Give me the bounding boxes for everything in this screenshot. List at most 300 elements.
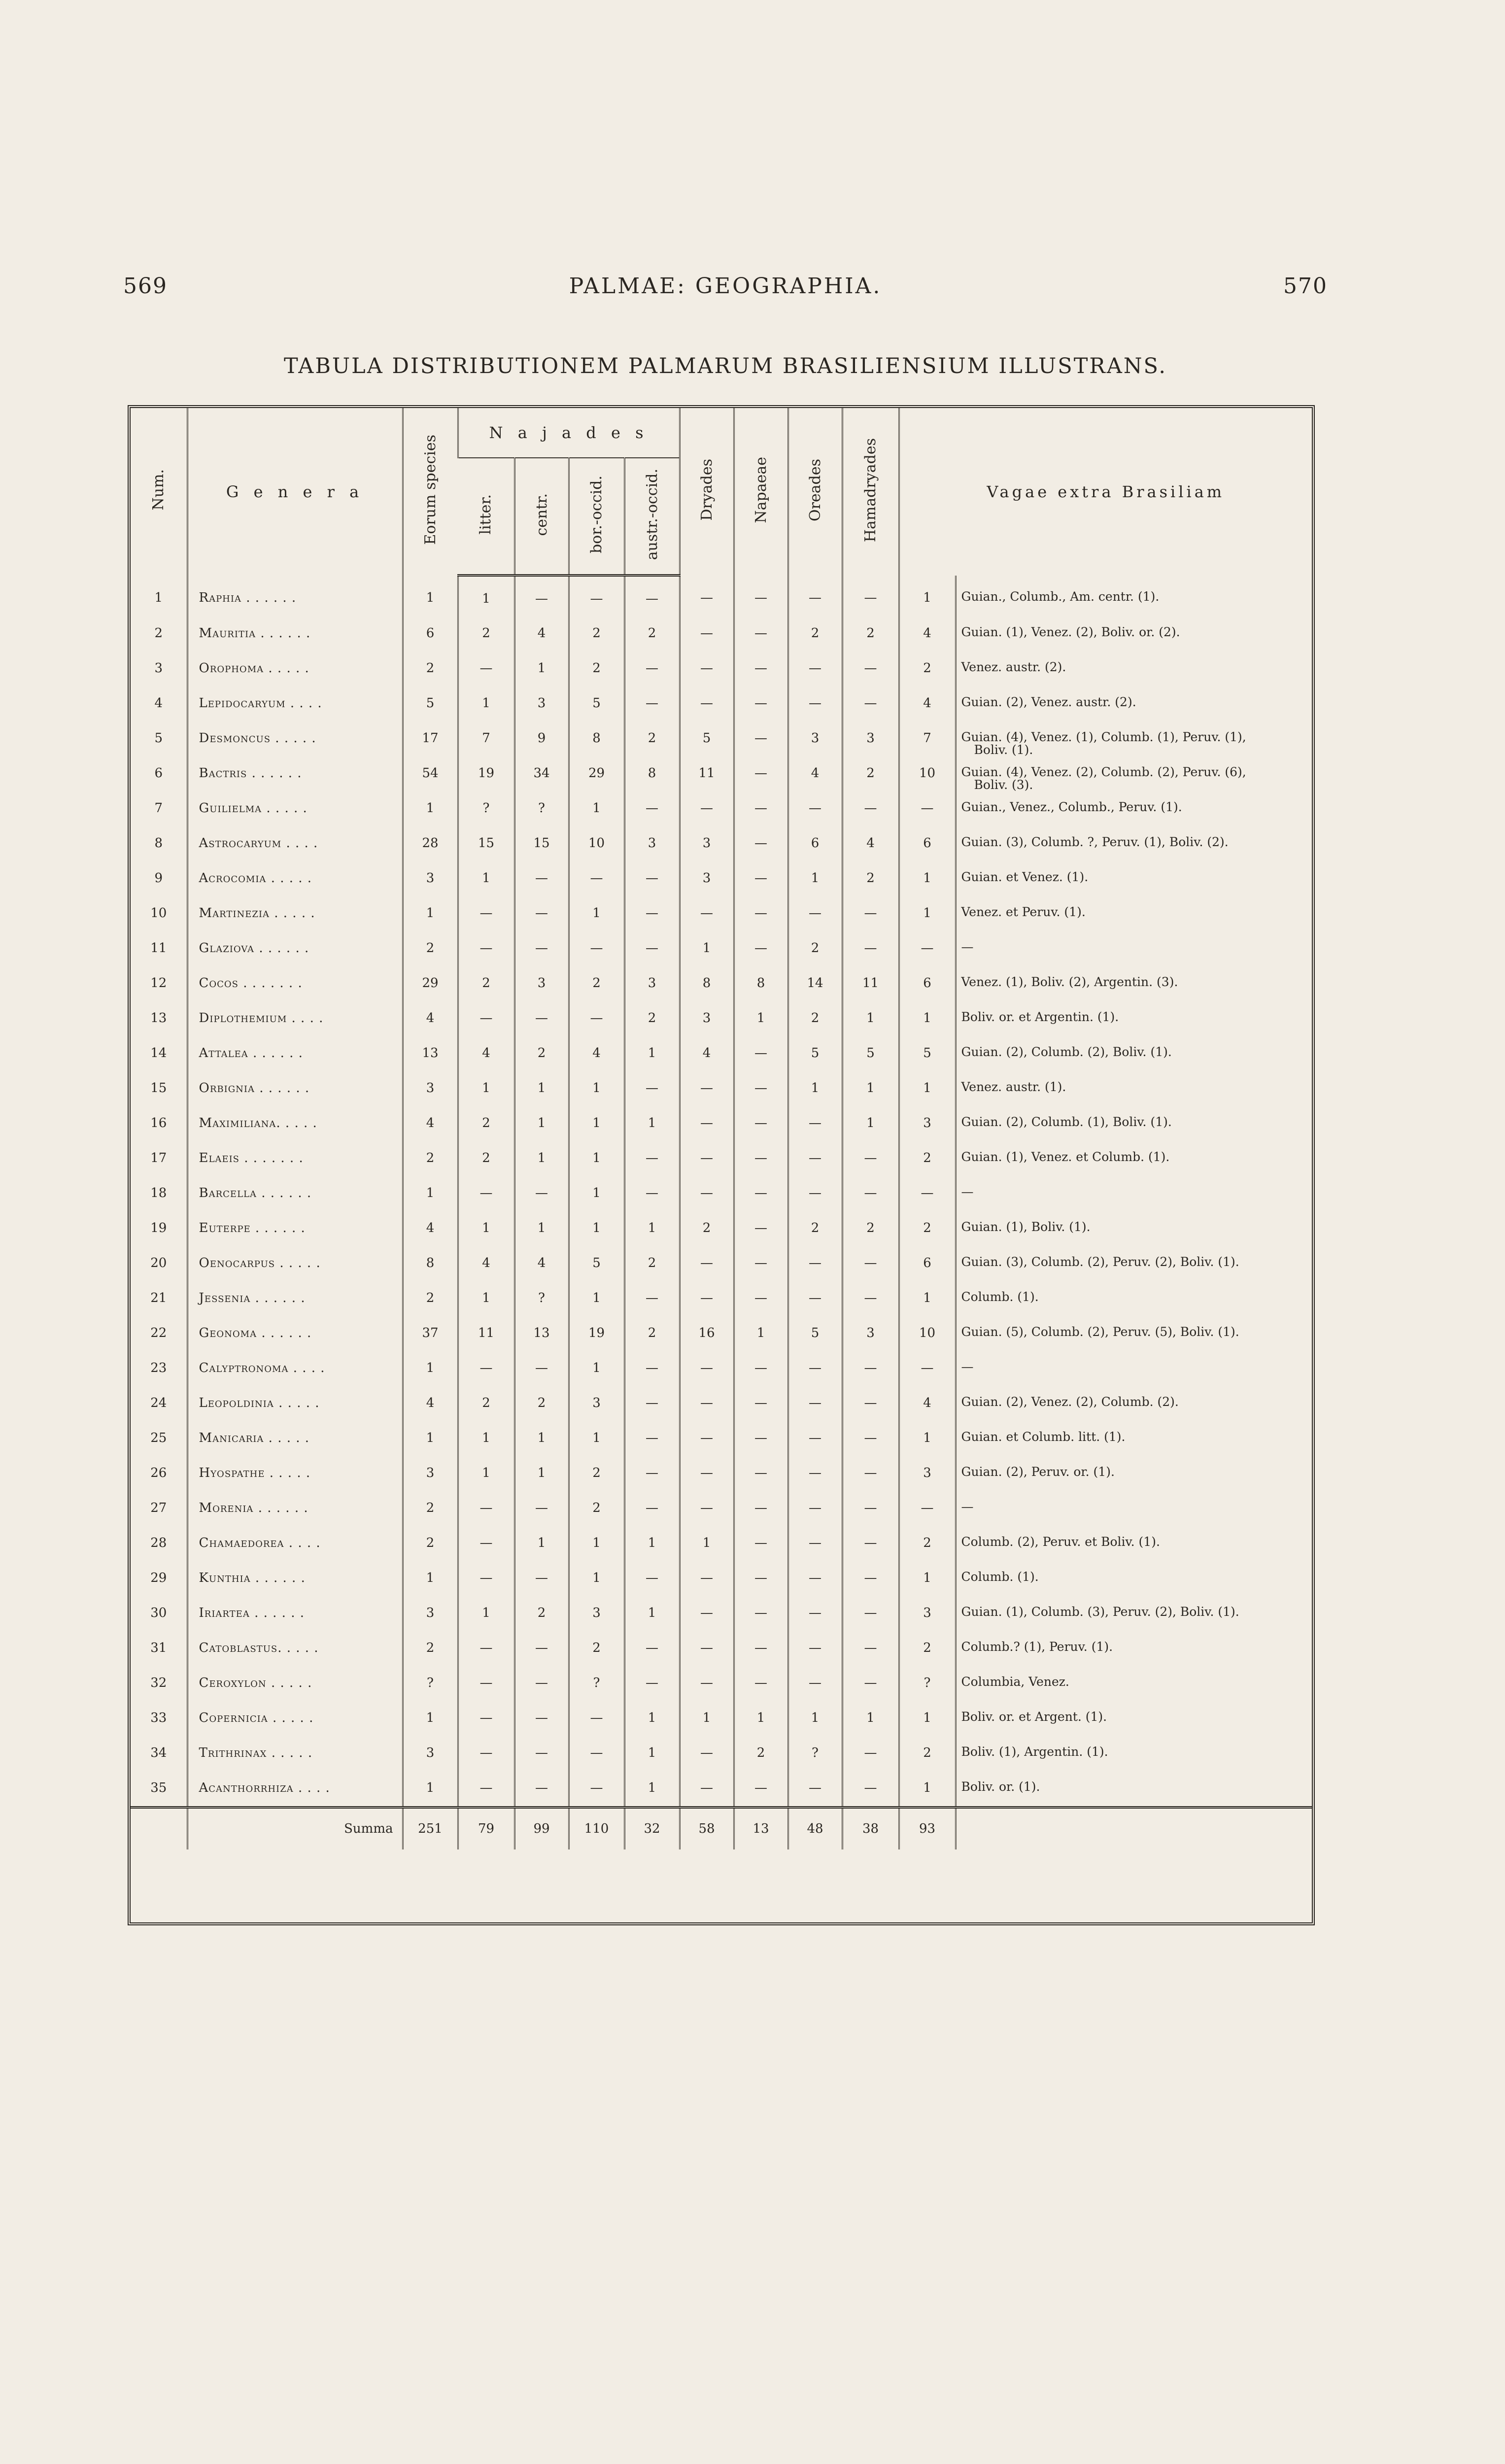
cell-hamadryades: — [842,1528,899,1563]
cell-hamadryades: — [842,1423,899,1458]
col-header-napaeae: Napaeae [734,408,788,576]
cell-hamadryades: — [842,1143,899,1178]
table-row [131,1073,1312,1108]
cell-austr-occid: — [624,1633,680,1668]
cell-num: 30 [150,1605,167,1620]
cell-num: 4 [154,695,163,711]
cell-vagae-count: 6 [899,828,956,863]
cell-num: 7 [154,800,163,816]
cell-austr-occid: — [624,1563,680,1598]
cell-num: 16 [150,1115,167,1130]
cell-oreades: 5 [788,1038,842,1073]
cell-vagae-count: — [899,1178,956,1213]
cell-austr-occid: 3 [624,828,680,863]
table-row [131,576,1312,618]
cell-litter: 4 [458,1038,514,1073]
cell-dryades: — [680,1738,734,1773]
summa-ore: 48 [788,1808,842,1849]
cell-vagae-count: 4 [899,688,956,723]
cell-dryades: 3 [680,828,734,863]
cell-oreades: — [788,1143,842,1178]
cell-vagae-count: — [899,793,956,828]
region-line: — [961,1499,974,1514]
cell-species: 1 [403,898,458,933]
cell-litter: 15 [458,828,514,863]
cell-species: 29 [403,968,458,1003]
cell-austr-occid: — [624,898,680,933]
cell-bor-occid: — [569,1703,624,1738]
cell-vagae-count: 1 [899,1563,956,1598]
cell-bor-occid: 1 [569,1563,624,1598]
cell-austr-occid: — [624,688,680,723]
cell-species: 2 [403,1283,458,1318]
cell-napaeae: — [734,1388,788,1423]
cell-bor-occid: 4 [569,1038,624,1073]
running-title: PALMAE: GEOGRAPHIA. [569,274,882,299]
cell-vagae-regions [956,1108,1312,1143]
cell-species: 3 [403,1598,458,1633]
cell-dryades: — [680,1283,734,1318]
cell-vagae-count: 1 [899,1423,956,1458]
cell-num: 17 [150,1150,167,1165]
cell-num: 15 [150,1080,167,1095]
cell-genus: Jessenia . . . . . . [187,1283,403,1318]
cell-vagae-count: 5 [899,1038,956,1073]
cell-litter: — [458,653,514,688]
cell-genus: Guilielma . . . . . [187,793,403,828]
cell-num: 20 [150,1255,167,1270]
cell-oreades: — [788,1493,842,1528]
cell-centr: — [514,576,569,618]
region-line: — [961,1359,974,1374]
cell-austr-occid: 1 [624,1108,680,1143]
summa-ham: 38 [842,1808,899,1849]
cell-vagae-count: 2 [899,1213,956,1248]
region-line: Guian., Columb., Am. centr. (1). [961,589,1160,604]
cell-litter: — [458,1773,514,1808]
cell-litter: 11 [458,1318,514,1353]
cell-species: 4 [403,1388,458,1423]
cell-hamadryades: — [842,1283,899,1318]
cell-napaeae: — [734,933,788,968]
cell-hamadryades: — [842,576,899,618]
cell-hamadryades: 2 [842,1213,899,1248]
cell-dryades: 3 [680,1003,734,1038]
cell-oreades: — [788,793,842,828]
cell-dryades: — [680,1458,734,1493]
cell-napaeae: — [734,828,788,863]
region-line: Boliv. or. (1). [961,1779,1040,1794]
cell-num: 5 [154,730,163,746]
cell-oreades: 2 [788,618,842,653]
cell-austr-occid: 2 [624,1003,680,1038]
cell-austr-occid: — [624,1423,680,1458]
cell-species: 2 [403,653,458,688]
cell-austr-occid: 8 [624,758,680,793]
table-row [131,1178,1312,1213]
cell-num: 3 [154,660,163,676]
cell-centr: 3 [514,968,569,1003]
cell-num: 24 [150,1395,167,1410]
cell-centr: — [514,1353,569,1388]
cell-genus: Lepidocaryum . . . . [187,688,403,723]
cell-vagae-count: 2 [899,1528,956,1563]
cell-austr-occid: 1 [624,1773,680,1808]
cell-oreades: — [788,1598,842,1633]
cell-bor-occid: 2 [569,1633,624,1668]
distribution-table [131,408,1312,1849]
cell-bor-occid: — [569,933,624,968]
region-line: Guian. et Venez. (1). [961,869,1089,884]
cell-dryades: — [680,688,734,723]
cell-vagae-regions [956,1668,1312,1703]
col-header-centr: centr. [514,458,569,576]
cell-vagae-regions [956,1318,1312,1353]
cell-dryades: 4 [680,1038,734,1073]
cell-austr-occid: — [624,1178,680,1213]
table-row [131,1668,1312,1703]
cell-num: 6 [154,765,163,781]
cell-genus: Kunthia . . . . . . [187,1563,403,1598]
cell-austr-occid: 1 [624,1213,680,1248]
cell-vagae-count: 2 [899,1143,956,1178]
cell-litter: — [458,1528,514,1563]
cell-centr: — [514,1668,569,1703]
cell-oreades: — [788,1563,842,1598]
cell-genus: Raphia . . . . . . [187,576,403,618]
cell-dryades: 5 [680,723,734,758]
table-row [131,1738,1312,1773]
cell-genus: Morenia . . . . . . [187,1493,403,1528]
cell-vagae-regions [956,758,1312,793]
region-line: Boliv. (1). [974,742,1033,757]
cell-vagae-regions [956,1248,1312,1283]
cell-dryades: 8 [680,968,734,1003]
cell-napaeae: — [734,576,788,618]
cell-bor-occid: 5 [569,688,624,723]
cell-bor-occid: 1 [569,898,624,933]
cell-oreades: — [788,1458,842,1493]
cell-genus: Geonoma . . . . . . [187,1318,403,1353]
cell-num: 28 [150,1535,167,1550]
cell-bor-occid: 1 [569,1423,624,1458]
cell-oreades: 1 [788,863,842,898]
table-row [131,723,1312,758]
cell-species: 1 [403,1178,458,1213]
cell-vagae-regions [956,1283,1312,1318]
cell-centr: 1 [514,1108,569,1143]
cell-hamadryades: — [842,793,899,828]
cell-napaeae: — [734,1248,788,1283]
cell-centr: 1 [514,1213,569,1248]
region-line: — [961,1184,974,1199]
cell-centr: 1 [514,1458,569,1493]
cell-austr-occid: 2 [624,723,680,758]
cell-napaeae: — [734,1493,788,1528]
cell-vagae-count: 4 [899,1388,956,1423]
region-line: Columb. (1). [961,1569,1039,1584]
cell-austr-occid: 1 [624,1738,680,1773]
cell-bor-occid: 1 [569,1213,624,1248]
cell-dryades: 16 [680,1318,734,1353]
cell-oreades: — [788,653,842,688]
table-row [131,688,1312,723]
cell-litter: — [458,1353,514,1388]
cell-hamadryades: — [842,933,899,968]
cell-napaeae: — [734,1423,788,1458]
cell-napaeae: 1 [734,1703,788,1738]
cell-austr-occid: 2 [624,1318,680,1353]
cell-vagae-regions [956,1143,1312,1178]
cell-bor-occid: ? [569,1668,624,1703]
cell-genus: Oenocarpus . . . . . [187,1248,403,1283]
cell-bor-occid: — [569,1003,624,1038]
cell-centr: 3 [514,688,569,723]
cell-centr: 4 [514,618,569,653]
cell-dryades: — [680,576,734,618]
cell-oreades: — [788,1178,842,1213]
cell-napaeae: — [734,1143,788,1178]
cell-centr: 2 [514,1038,569,1073]
cell-napaeae: — [734,863,788,898]
table-row [131,1598,1312,1633]
region-line: Guian. (2), Columb. (2), Boliv. (1). [961,1044,1172,1059]
cell-hamadryades: 2 [842,618,899,653]
cell-oreades: — [788,576,842,618]
cell-litter: 19 [458,758,514,793]
cell-hamadryades: 2 [842,863,899,898]
cell-oreades: ? [788,1738,842,1773]
cell-litter: — [458,1703,514,1738]
region-line: Boliv. (3). [974,777,1033,792]
cell-species: 1 [403,1703,458,1738]
cell-vagae-count: 2 [899,1633,956,1668]
cell-napaeae: 1 [734,1318,788,1353]
table-row [131,863,1312,898]
cell-genus: Bactris . . . . . . [187,758,403,793]
cell-litter: — [458,1563,514,1598]
summa-blank [131,1808,187,1849]
cell-genus: Trithrinax . . . . . [187,1738,403,1773]
cell-litter: 1 [458,1598,514,1633]
cell-vagae-regions [956,1563,1312,1598]
cell-dryades: 1 [680,1528,734,1563]
cell-num: 31 [150,1640,167,1655]
cell-napaeae: — [734,1563,788,1598]
table-row [131,1108,1312,1143]
cell-vagae-count: 2 [899,1738,956,1773]
cell-genus: Orbignia . . . . . . [187,1073,403,1108]
cell-species: 1 [403,1353,458,1388]
cell-num: 11 [150,940,167,956]
cell-num: 33 [150,1710,167,1725]
table-row [131,1038,1312,1073]
cell-centr: — [514,863,569,898]
cell-centr: 1 [514,1528,569,1563]
cell-napaeae: — [734,1283,788,1318]
cell-dryades: — [680,1633,734,1668]
cell-litter: 1 [458,1213,514,1248]
region-line: Guian. (4), Venez. (1), Columb. (1), Peruv. (1), [961,729,1246,744]
cell-genus: Copernicia . . . . . [187,1703,403,1738]
region-line: Guian. (3), Columb. (2), Peruv. (2), Boliv. (1). [961,1254,1239,1269]
cell-centr: — [514,898,569,933]
cell-hamadryades: 1 [842,1108,899,1143]
cell-oreades: — [788,1668,842,1703]
cell-species: 5 [403,688,458,723]
cell-dryades: — [680,1353,734,1388]
cell-dryades: 3 [680,863,734,898]
cell-dryades: — [680,1108,734,1143]
cell-vagae-count: 6 [899,1248,956,1283]
page-number-right: 570 [1283,274,1328,299]
cell-species: 4 [403,1003,458,1038]
cell-vagae-regions [956,1213,1312,1248]
cell-hamadryades: — [842,1633,899,1668]
cell-vagae-count: — [899,1493,956,1528]
cell-oreades: — [788,898,842,933]
cell-num: 19 [150,1220,167,1235]
cell-dryades: — [680,653,734,688]
cell-genus: Mauritia . . . . . . [187,618,403,653]
table-row [131,1353,1312,1388]
cell-bor-occid: 3 [569,1388,624,1423]
cell-oreades: — [788,1388,842,1423]
cell-vagae-regions [956,1423,1312,1458]
table-row [131,1633,1312,1668]
cell-napaeae: 1 [734,1003,788,1038]
cell-hamadryades: 5 [842,1038,899,1073]
distribution-table-frame [128,405,1315,1925]
table-head [131,408,1312,576]
cell-dryades: — [680,1563,734,1598]
cell-bor-occid: — [569,863,624,898]
cell-vagae-regions [956,793,1312,828]
cell-centr: 1 [514,1423,569,1458]
table-row [131,1248,1312,1283]
cell-oreades: — [788,1248,842,1283]
cell-genus: Diplothemium . . . . [187,1003,403,1038]
cell-austr-occid: — [624,1073,680,1108]
table-row [131,1213,1312,1248]
cell-napaeae: — [734,1598,788,1633]
cell-species: 13 [403,1038,458,1073]
cell-litter: 1 [458,1458,514,1493]
cell-austr-occid: — [624,1388,680,1423]
cell-hamadryades: — [842,1563,899,1598]
cell-vagae-count: 1 [899,1003,956,1038]
cell-genus: Attalea . . . . . . [187,1038,403,1073]
cell-vagae-regions [956,1458,1312,1493]
cell-litter: 7 [458,723,514,758]
cell-species: 1 [403,1563,458,1598]
cell-bor-occid: — [569,576,624,618]
cell-austr-occid: — [624,1143,680,1178]
cell-centr: — [514,1178,569,1213]
cell-vagae-count: 1 [899,1703,956,1738]
cell-dryades: 1 [680,933,734,968]
cell-dryades: — [680,1143,734,1178]
cell-vagae-count: 1 [899,898,956,933]
cell-hamadryades: — [842,1773,899,1808]
col-header-dryades: Dryades [680,408,734,576]
cell-species: 8 [403,1248,458,1283]
cell-vagae-regions [956,653,1312,688]
cell-num: 27 [150,1500,167,1515]
cell-species: 2 [403,933,458,968]
cell-num: 34 [150,1745,167,1760]
cell-vagae-count: 7 [899,723,956,758]
cell-austr-occid: — [624,653,680,688]
cell-oreades: — [788,1283,842,1318]
summa-bor: 110 [569,1808,624,1849]
cell-vagae-regions [956,688,1312,723]
cell-vagae-regions [956,968,1312,1003]
cell-species: 2 [403,1143,458,1178]
cell-species: 2 [403,1493,458,1528]
cell-dryades: — [680,1073,734,1108]
cell-oreades: 2 [788,1213,842,1248]
cell-napaeae: — [734,1073,788,1108]
col-header-vagae: Vagae extra Brasiliam [899,408,1312,576]
cell-vagae-count: 1 [899,1073,956,1108]
cell-litter: 2 [458,968,514,1003]
cell-centr: ? [514,793,569,828]
cell-napaeae: — [734,1668,788,1703]
cell-austr-occid: 1 [624,1703,680,1738]
table-row [131,1283,1312,1318]
cell-napaeae: — [734,898,788,933]
cell-oreades: 14 [788,968,842,1003]
region-line: Columb.? (1), Peruv. (1). [961,1639,1113,1654]
cell-napaeae: — [734,723,788,758]
cell-num: 2 [154,625,163,641]
cell-hamadryades: — [842,1738,899,1773]
cell-num: 25 [150,1430,167,1445]
cell-species: 1 [403,1423,458,1458]
region-line: Boliv. or. et Argentin. (1). [961,1009,1119,1024]
cell-bor-occid: 1 [569,1528,624,1563]
cell-vagae-regions [956,618,1312,653]
cell-napaeae: — [734,1528,788,1563]
cell-hamadryades: 1 [842,1073,899,1108]
cell-species: 4 [403,1213,458,1248]
cell-vagae-count: 6 [899,968,956,1003]
col-header-najades: N a j a d e s [458,408,680,458]
cell-vagae-count: 3 [899,1458,956,1493]
cell-vagae-regions [956,1703,1312,1738]
table-row [131,758,1312,793]
cell-napaeae: — [734,1353,788,1388]
cell-genus: Iriartea . . . . . . [187,1598,403,1633]
cell-species: 6 [403,618,458,653]
cell-vagae-count: — [899,933,956,968]
summa-row [131,1808,1312,1849]
cell-centr: 1 [514,1143,569,1178]
cell-hamadryades: 3 [842,723,899,758]
table-row [131,1423,1312,1458]
cell-vagae-count: 3 [899,1108,956,1143]
cell-hamadryades: — [842,1598,899,1633]
region-line: Guian. (1), Venez. (2), Boliv. or. (2). [961,624,1180,639]
cell-dryades: — [680,1388,734,1423]
cell-napaeae: — [734,653,788,688]
region-line: Columb. (1). [961,1289,1039,1304]
cell-litter: 2 [458,1143,514,1178]
cell-dryades: 2 [680,1213,734,1248]
cell-num: 13 [150,1010,167,1026]
cell-vagae-regions [956,1038,1312,1073]
